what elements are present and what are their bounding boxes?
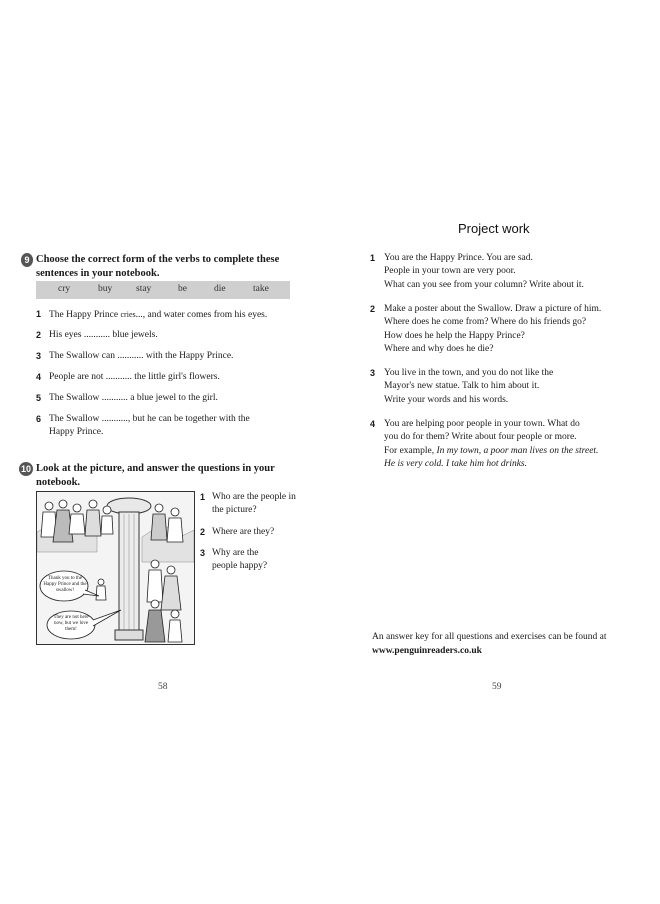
project-item-line: How does he help the Happy Prince? — [384, 330, 525, 341]
exercise-9-item — [36, 329, 296, 342]
question-number: 2 — [200, 527, 206, 537]
item-text: The Swallow ..........., but he can be together with the Happy Prince. — [49, 414, 250, 437]
exercise-9-item — [36, 413, 276, 439]
item-text: People are not ........... the little girl's flowers. — [49, 372, 220, 382]
project-item-line: You are helping poor people in your town. What do — [384, 419, 580, 429]
question-text: Where are they? — [212, 527, 275, 537]
project-item-number: 3 — [370, 368, 376, 378]
project-item-line: you do for them? Write about four people or more. — [384, 432, 577, 443]
exercise-9-heading — [21, 253, 306, 280]
item-text-end: ..., and water comes from his eyes. — [135, 310, 268, 320]
answer-key-text: An answer key for all questions and exercises can be found at — [372, 632, 607, 642]
exercise-9-item — [36, 392, 296, 405]
project-item-line: Write your words and his words. — [384, 394, 509, 405]
example-sentence: In my town, a poor man lives on the street. — [436, 445, 599, 456]
exercise-9-item — [36, 371, 296, 384]
item-number: 4 — [36, 372, 42, 382]
exercise-10-heading — [19, 462, 306, 489]
project-item-number: 2 — [370, 304, 376, 314]
project-item-line: You are the Happy Prince. You are sad. — [384, 253, 533, 263]
project-item-line: Mayor's new statue. Talk to him about it. — [384, 381, 540, 392]
project-item-line: What can you see from your column? Write about it. — [384, 279, 584, 290]
exercise-10-number: 10 — [20, 464, 31, 474]
illustration — [36, 491, 195, 645]
item-text: The Happy Prince — [49, 310, 121, 320]
exercise-9-item — [36, 308, 296, 322]
exercise-10-title: Look at the picture, and answer the questions in your notebook. — [36, 463, 275, 488]
exercise-9-title: Choose the correct form of the verbs to complete these sentences in your notebook. — [36, 254, 280, 279]
item-number: 1 — [36, 309, 42, 319]
verb-die: die — [214, 284, 226, 294]
verb-cry: cry — [58, 284, 71, 294]
question-text: Why are the people happy? — [212, 548, 268, 571]
example-answer: cries — [120, 310, 136, 319]
verb-buy: buy — [98, 284, 113, 294]
example-label: For example, — [384, 445, 437, 456]
answer-key-note — [372, 631, 642, 658]
project-item — [370, 418, 640, 472]
project-item-line: Make a poster about the Swallow. Draw a picture of him. — [384, 304, 602, 314]
verb-box — [36, 281, 290, 299]
item-text: The Swallow ........... a blue jewel to the girl. — [49, 393, 218, 403]
project-item-number: 4 — [370, 419, 376, 429]
project-work-title: Project work — [458, 221, 530, 236]
exercise-10-question — [200, 547, 280, 573]
example-sentence: He is very cold. I take him hot drinks. — [384, 459, 527, 470]
speech-bubble-2-text: They are not here now, but we love them! — [53, 615, 89, 632]
item-text: The Swallow can ........... with the Happy Prince. — [49, 351, 234, 361]
exercise-10-question — [200, 526, 300, 539]
item-number: 3 — [36, 351, 42, 361]
project-item-line: Where and why does he die? — [384, 344, 494, 355]
exercise-9-item — [36, 350, 296, 363]
project-item-line: People in your town are very poor. — [384, 266, 516, 277]
verb-be: be — [178, 284, 187, 294]
project-item-number: 1 — [370, 253, 376, 263]
project-item — [370, 367, 625, 407]
verb-take: take — [253, 284, 269, 294]
verb-stay: stay — [136, 284, 152, 294]
question-number: 1 — [200, 492, 206, 502]
project-item — [370, 252, 625, 292]
question-number: 3 — [200, 548, 206, 558]
item-text: His eyes ........... blue jewels. — [49, 330, 158, 340]
project-item-line: You live in the town, and you do not like the — [384, 368, 554, 378]
speech-bubble-1-text: Thank you to the Happy Prince and the swallow! — [43, 576, 87, 593]
page-number-left: 58 — [158, 682, 168, 692]
exercise-9-number: 9 — [21, 253, 33, 267]
page-number-right: 59 — [492, 682, 502, 692]
project-item — [370, 303, 640, 357]
item-number: 2 — [36, 330, 42, 340]
item-number: 5 — [36, 393, 42, 403]
question-text: Who are the people in the picture? — [212, 492, 296, 515]
exercise-10-question — [200, 491, 300, 517]
project-item-line: Where does he come from? Where do his friends go? — [384, 317, 587, 328]
website-link[interactable]: www.penguinreaders.co.uk — [372, 645, 482, 656]
item-number: 6 — [36, 414, 42, 424]
